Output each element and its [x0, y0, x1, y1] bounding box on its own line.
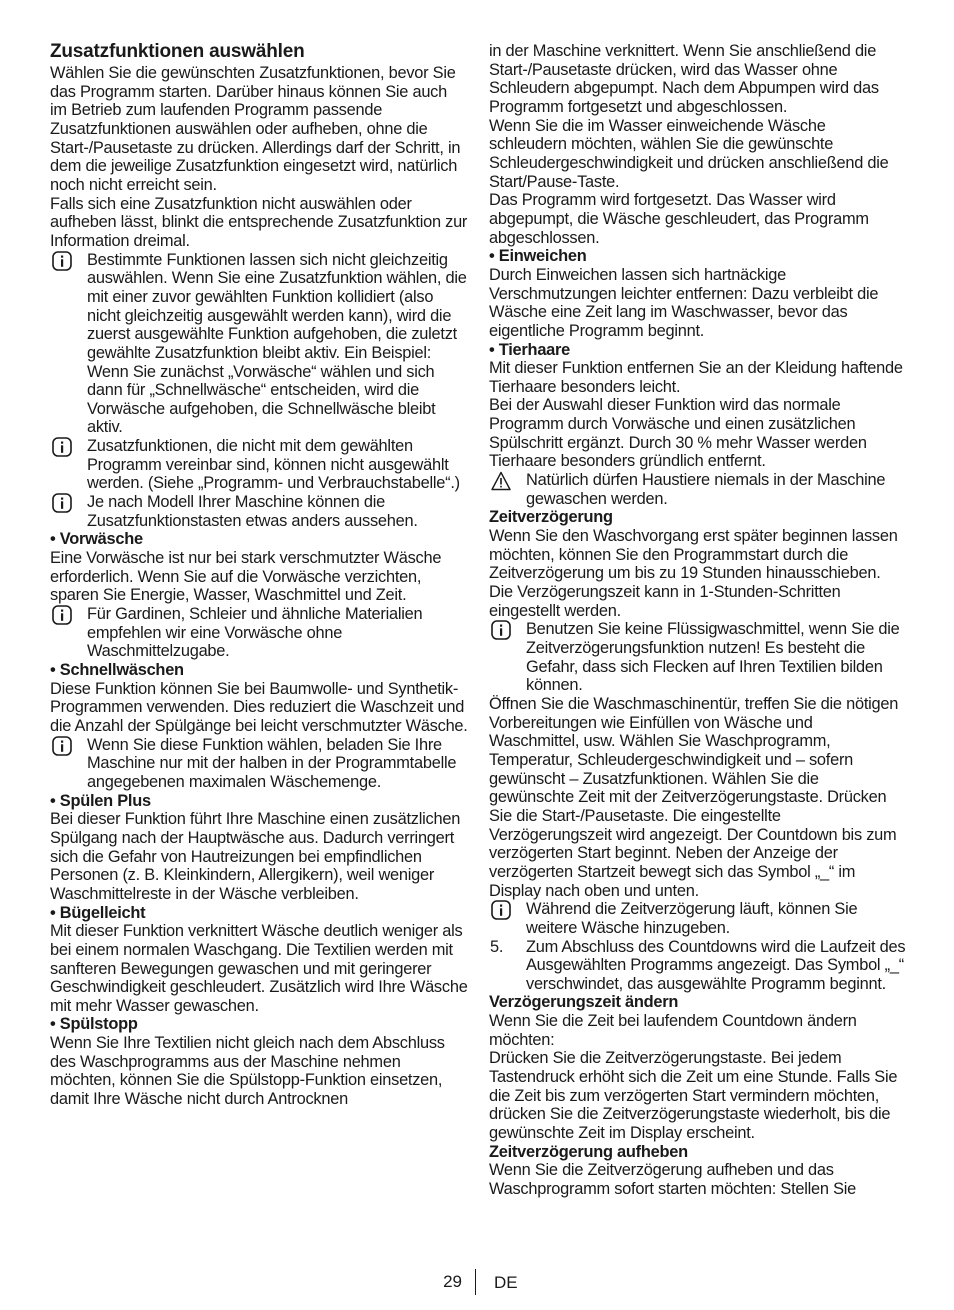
info-note-text: Während die Zeitverzögerung läuft, können Sie weitere Wäsche hinzugeben. [526, 900, 858, 937]
info-note [50, 437, 468, 493]
info-icon [52, 493, 72, 513]
step-number: 5. [490, 937, 504, 956]
einweichen-heading: • Einweichen [489, 247, 587, 266]
tierhaare-heading: • Tierhaare [489, 340, 571, 359]
numbered-step [489, 938, 907, 994]
info-note [50, 605, 468, 661]
warning-note-text: Natürlich dürfen Haustiere niemals in der Maschine gewaschen werden. [526, 471, 886, 508]
info-note-text: Zusatzfunktionen, die nicht mit dem gewählten Programm vereinbar sind, können nicht ausgewählt werden. (Siehe „Programm- und Verbrauchstabelle“.) [87, 437, 460, 493]
vorwaesche-heading: • Vorwäsche [50, 530, 143, 549]
info-icon [52, 736, 72, 756]
info-note-text: Bestimmte Funktionen lassen sich nicht gleichzeitig auswählen. Wenn Sie eine Zusatzfunktion wählen, die mit einer zuvor gewählten Funktion kollidiert (also nicht gleichzeitig ausgewählt werden kann), wird die zuerst ausgewählte Funktion aufgehoben, die zuletzt gewählte Zusatzfunktion bleibt aktiv. Ein Beispiel: Wenn Sie zunächst „Vorwäsche“ wählen und sich dann für „Schnellwäsche“ entscheiden, wird die Vorwäsche aufgehoben, die Schnellwäsche bleibt aktiv. [87, 250, 467, 437]
page-number: 29 [443, 1272, 462, 1291]
info-icon [52, 251, 72, 271]
left-column [50, 40, 468, 1109]
aendern-heading: Verzögerungszeit ändern [489, 993, 679, 1012]
page-footer [0, 1269, 954, 1297]
aendern-paragraph: Wenn Sie die Zeit bei laufendem Countdown ändern möchten: [489, 1012, 857, 1049]
footer-divider [475, 1269, 476, 1295]
aufheben-heading: Zeitverzögerung aufheben [489, 1142, 688, 1161]
info-icon [491, 620, 511, 640]
schnellwaeschen-paragraph: Diese Funktion können Sie bei Baumwolle- und Synthetik-Programmen verwenden. Dies reduziert die Waschzeit und die Anzahl der Spülgänge bei leicht verschmutzter Wäsche. [50, 679, 468, 735]
buegelleicht-paragraph: Mit dieser Funktion verknittert Wäsche deutlich weniger als bei einem normalen Waschgang. Die Textilien werden mit sanfteren Bewegungen gewaschen und mit geringerer Geschwindigkeit geschleudert. Zusätzlich wird Ihre Wäsche mit mehr Wasser gewaschen. [50, 922, 468, 1015]
info-note [50, 493, 468, 530]
einweichen-paragraph: Durch Einweichen lassen sich hartnäckige Verschmutzungen leichter entfernen: Dazu verbleibt die Wäsche eine Zeit lang im Waschwasser, bevor das eigentliche Programm beginnt. [489, 265, 879, 340]
info-note [50, 251, 468, 438]
spuelstopp-continued-3: Das Programm wird fortgesetzt. Das Wasser wird abgepumpt, die Wäsche geschleudert, das Programm abgeschlossen. [489, 191, 869, 247]
right-column [489, 40, 907, 1199]
schnellwaeschen-heading: • Schnellwäschen [50, 661, 184, 679]
info-note-text: Für Gardinen, Schleier und ähnliche Materialien empfehlen wir eine Vorwäsche ohne Waschmittelzugabe. [87, 605, 423, 661]
warning-note [489, 471, 907, 508]
spuelstopp-continued: in der Maschine verknittert. Wenn Sie anschließend die Start-/Pausetaste drücken, wird das Wasser ohne Schleudern abgepumpt. Nach dem Abpumpen wird das Programm fortgesetzt und abgeschlossen. [489, 42, 879, 116]
language-code: DE [494, 1273, 518, 1292]
aendern-paragraph-2: Drücken Sie die Zeitverzögerungstaste. Bei jedem Tastendruck erhöht sich die Zeit um eine Stunde. Falls Sie die Zeit bis zum verzögerten Start vermindern möchten, drücken Sie die Zeitverzögerungstaste wiederholt, bis die gewünschte Zeit im Display erscheint. [489, 1049, 898, 1143]
info-icon [52, 605, 72, 625]
aufheben-paragraph: Wenn Sie die Zeitverzögerung aufheben und das Waschprogramm sofort starten möchten: Stellen Sie [489, 1161, 857, 1199]
tierhaare-paragraph: Mit dieser Funktion entfernen Sie an der Kleidung haftende Tierhaare besonders leicht. [489, 359, 903, 396]
info-note [489, 620, 907, 695]
zeitverzoegerung-paragraph-2: Öffnen Sie die Waschmaschinentür, treffen Sie die nötigen Vorbereitungen wie Einfüllen von Wäsche und Waschmittel, usw. Wählen Sie Waschprogramm, Temperatur, Schleudergeschwindigkeit und – sofern gewünscht – Zusatzfunktionen. Wählen Sie die gewünschte Zeit mit der Zeitverzögerungstaste. Drücken Sie die Start-/Pausetaste. Die eingestellte Verzögerungszeit wird angezeigt. Der Countdown bis zum verzögerten Start beginnt. Neben der Anzeige der verzögerten Startzeit bewegt sich das Symbol „_“ im Display nach oben und unten. [489, 694, 899, 900]
spuelen-plus-heading: • Spülen Plus [50, 791, 151, 810]
spuelstopp-continued-2: Wenn Sie die im Wasser einweichende Wäsche schleudern möchten, wählen Sie die gewünschte Schleudergeschwindigkeit und drücken anschließend die Start/Pause-Taste. [489, 116, 889, 191]
vorwaesche-paragraph: Eine Vorwäsche ist nur bei stark verschmutzter Wäsche erforderlich. Wenn Sie auf die Vorwäsche verzichten, sparen Sie Energie, Wasser, Waschmittel und Zeit. [50, 549, 442, 605]
info-icon [52, 437, 72, 457]
spuelstopp-heading: • Spülstopp [50, 1015, 138, 1034]
section-title: Zusatzfunktionen auswählen [50, 41, 305, 62]
step-text: Zum Abschluss des Countdowns wird die Laufzeit des Ausgewählten Programms angezeigt. Das Symbol „_“ verschwindet, das ausgewählte Programm beginnt. [526, 937, 906, 993]
zeitverzoegerung-paragraph: Wenn Sie den Waschvorgang erst später beginnen lassen möchten, können Sie den Programmstart durch die Zeitverzögerung um bis zu 19 Stunden hinausschieben. Die Verzögerungszeit kann in 1-Stunden-Schritten eingestellt werden. [489, 527, 898, 620]
spuelen-plus-paragraph: Bei dieser Funktion führt Ihre Maschine einen zusätzlichen Spülgang nach der Hauptwäsche aus. Dadurch verringert sich die Gefahr von Hautreizungen bei empfindlichen Personen (z. B. Kleinkindern, Allergikern), weil weniger Waschmittelreste in der Wäsche verbleiben. [50, 810, 461, 903]
info-note [50, 736, 468, 792]
spuelstopp-paragraph: Wenn Sie Ihre Textilien nicht gleich nach dem Abschluss des Waschprogramms aus der Maschine nehmen möchten, können Sie die Spülstopp-Funktion einsetzen, damit Ihre Wäsche nicht durch Antrocknen [50, 1034, 445, 1109]
info-note [489, 900, 907, 937]
intro-paragraph-2: Falls sich eine Zusatzfunktion nicht auswählen oder aufheben lässt, blinkt die entsprechende Zusatzfunktion zur Information dreimal. [50, 194, 468, 250]
buegelleicht-heading: • Bügelleicht [50, 903, 146, 922]
intro-paragraph: Wählen Sie die gewünschten Zusatzfunktionen, bevor Sie das Programm starten. Darüber hinaus können Sie auch im Betrieb zum laufenden Programm passende Zusatzfunktionen auswählen oder aufheben, ohne die Start-/Pausetaste zu drücken. Allerdings darf der Schritt, in dem die jeweilige Zusatzfunktion eingesetzt wird, natürlich noch nicht erreicht sein. [50, 64, 461, 194]
info-note-text: Benutzen Sie keine Flüssigwaschmittel, wenn Sie die Zeitverzögerungsfunktion nutzen! Es besteht die Gefahr, dass sich Flecken auf Ihren Textilien bilden können. [526, 620, 900, 695]
zeitverzoegerung-heading: Zeitverzögerung [489, 508, 613, 527]
tierhaare-paragraph-2: Bei der Auswahl dieser Funktion wird das normale Programm durch Vorwäsche und einen zusätzlichen Spülschritt ergänzt. Durch 30 % mehr Wasser werden Tierhaare besonders gründlich entfernt. [489, 396, 867, 471]
info-note-text: Wenn Sie diese Funktion wählen, beladen Sie Ihre Maschine nur mit der halben in der Programmtabelle angegebenen maximalen Wäschemenge. [87, 735, 457, 791]
warning-icon [491, 471, 511, 491]
info-icon [491, 900, 511, 920]
info-note-text: Je nach Modell Ihrer Maschine können die Zusatzfunktionstasten etwas anders aussehen. [87, 493, 418, 530]
